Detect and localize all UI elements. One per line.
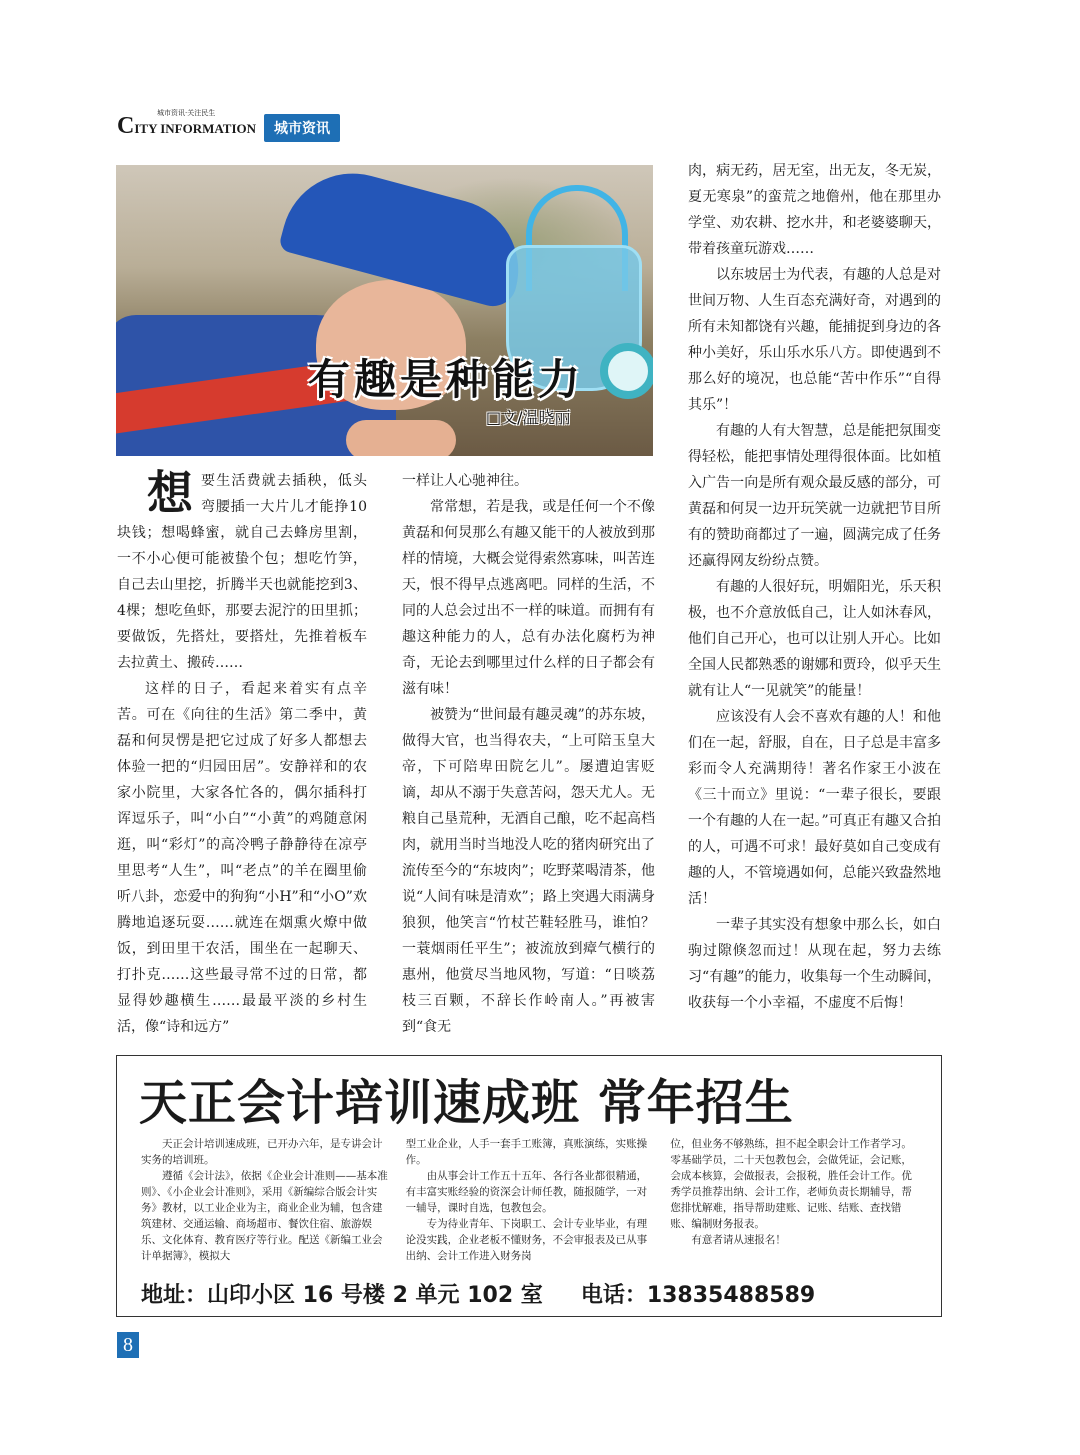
article-column-1: 想要生活费就去插秧，低头弯腰插一大片儿才能挣10块钱；想喝蜂蜜，就自己去蜂房里割，一不小心便可能被蛰个包；想吃竹笋，自己去山里挖，折腾半天也就能挖到3、4棵；想吃鱼虾，那要去泥泞的田里抓；要做饭，先搭灶，要搭灶，先推着板车去拉黄土、搬砖…… 这样的日子，看起来着实有点辛苦。可在《向往的生活》第二季中，黄磊和何炅愣是把它过成了好多人都想去体验一把的“归园田居”。安静祥和的农家小院里，大家各忙各的，偶尔插科打诨逗乐子，叫“小白”“小黄”的鸡随意闲逛，叫“彩灯”的高冷鸭子静静待在凉亭里思考“人生”，叫“老点”的羊在圈里偷听八卦，恋爱中的狗狗“小H”和“小O”欢腾地追逐玩耍……就连在烟熏火燎中做饭，到田里干农活，围坐在一起聊天、打扑克……这些最寻常不过的日常，都显得妙趣横生……最最平淡的乡村生活，像“诗和远方” bbox=[117, 466, 367, 1035]
ad-address: 地址：山印小区 16 号楼 2 单元 102 室 bbox=[141, 1283, 543, 1308]
hero-photo bbox=[116, 165, 653, 456]
ad-column-1: 天正会计培训速成班，已开办六年，是专讲会计实务的培训班。 遵循《会计法》，依据《企业会计准则——基本准则》、《小企业会计准则》，采用《新编综合版会计实务》教材，以工业企业为主，商业企业为辅，包含建筑建材、交通运输、商场超市、餐饮住宿、旅游娱乐、文化体育、教育医疗等行业。配送《新编工业会计单据簿》，模拟大 bbox=[141, 1138, 388, 1262]
page-number: 8 bbox=[117, 1332, 139, 1358]
drop-cap: 想 bbox=[147, 466, 193, 520]
advertisement-box bbox=[116, 1055, 942, 1317]
ad-column-2: 型工业企业，人手一套手工账簿，真账演练，实账操作。 由从事会计工作五十五年、各行各业都很精通，有丰富实账经验的资深会计师任教，随报随学，一对一辅导，课时自选，包教包会。 专为待业青年、下岗职工、会计专业毕业，有理论没实践，企业老板不懂财务，不会审报表及已从事出纳、会计工作进入财务岗 bbox=[405, 1138, 648, 1262]
ad-phone: 电话：13835488589 bbox=[580, 1283, 816, 1308]
ad-contact bbox=[141, 1278, 815, 1309]
brand-name: ITY INFORMATION bbox=[134, 121, 257, 136]
brand-tagline: 城市资讯·关注民生 bbox=[157, 109, 216, 117]
ad-body bbox=[141, 1136, 921, 1264]
article-column-2: 一样让人心驰神往。 常常想，若是我，或是任何一个不像黄磊和何炅那么有趣又能干的人被放到那样的情境，大概会觉得索然寡味，叫苦连天，恨不得早点逃离吧。同样的生活，不同的人总会过出不一样的味道。而拥有有趣这种能力的人，总有办法化腐朽为神奇，无论去到哪里过什么样的日子都会有滋有味！ 被赞为“世间最有趣灵魂”的苏东坡，做得大官，也当得农夫，“上可陪玉皇大帝，下可陪卑田院乞儿”。屡遭迫害贬谪，却从不溺于失意苦闷，怨天尤人。无粮自己垦荒种，无酒自己酿，吃不起高档肉，就用当时当地没人吃的猪肉研究出了流传至今的“东坡肉”；吃野菜喝清茶，他说“人间有味是清欢”；路上突遇大雨满身狼狈，他笑言“竹杖芒鞋轻胜马，谁怕？一蓑烟雨任平生”；被流放到瘴气横行的惠州，他赏尽当地风物，写道：“日啖荔枝三百颗，不辞长作岭南人。”再被害到“食无 bbox=[402, 473, 655, 1035]
ad-headline: 天正会计培训速成班 常年招生 bbox=[139, 1075, 794, 1131]
ad-column-3: 位，但业务不够熟练，担不起全职会计工作者学习。零基础学员，二十天包教包会，会做凭证，会记账，会成本核算，会做报表，会报税，胜任会计工作。优秀学员推荐出纳、会计工作，老师负责长期辅导，帮您排忧解难，指导帮助建账、记账、结账、查找错账、编制财务报表。 有意者请从速报名！ bbox=[670, 1138, 912, 1246]
title-ring-icon bbox=[600, 343, 653, 399]
section-label: 城市资讯 bbox=[264, 114, 340, 142]
article-column-3: 肉，病无药，居无室，出无友，冬无炭，夏无寒泉”的蛮荒之地儋州，他在那里办学堂、劝农耕、挖水井，和老婆婆聊天，带着孩童玩游戏…… 以东坡居士为代表，有趣的人总是对世间万物、人生百态充满好奇，对遇到的所有未知都饶有兴趣，能捕捉到身边的各种小美好，乐山乐水乐八方。即使遇到不那么好的境况，也总能“苦中作乐”“自得其乐”！ 有趣的人有大智慧，总是能把氛围变得轻松，能把事情处理得很体面。比如植入广告一向是所有观众最反感的部分，可黄磊和何炅一边开玩笑就一边就把节目所有的赞助商都过了一遍，圆满完成了任务还赢得网友纷纷点赞。 有趣的人很好玩，明媚阳光，乐天积极，也不介意放低自己，让人如沐春风，他们自己开心，也可以让别人开心。比如全国人民都熟悉的谢娜和贾玲，似乎天生就有让人“一见就笑”的能量！ 应该没有人会不喜欢有趣的人！和他们在一起，舒服，自在，日子总是丰富多彩而令人充满期待！著名作家王小波在《三十而立》里说：“一辈子很长，要跟一个有趣的人在一起。”可真正有趣又合拍的人，可遇不可求！最好莫如自己变成有趣的人，不管境遇如何，总能兴致盎然地活！ 一辈子其实没有想象中那么长，如白驹过隙倏忽而过！从现在起，努力去练习“有趣”的能力，收集每一个生动瞬间，收获每一个小幸福，不虚度不后悔！ bbox=[688, 163, 941, 1011]
brand-initial: C bbox=[117, 113, 135, 139]
page-header bbox=[117, 109, 340, 142]
article-author: □文/温晓丽 bbox=[486, 408, 571, 427]
article-title: 有趣是种能力 bbox=[308, 355, 585, 404]
brand-logo bbox=[117, 109, 257, 142]
